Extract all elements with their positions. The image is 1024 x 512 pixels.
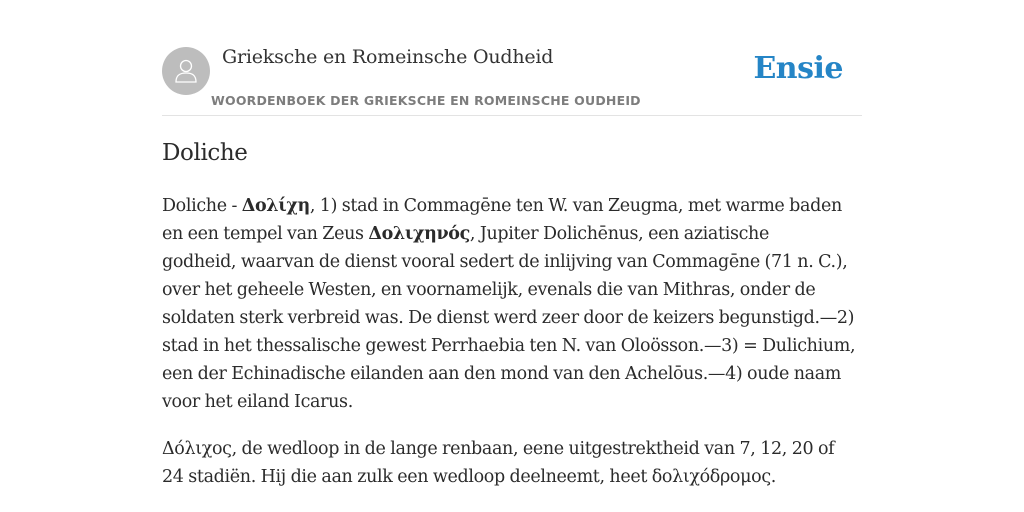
avatar[interactable] — [162, 47, 210, 95]
greek-term: Δολίχη — [241, 196, 310, 216]
user-icon — [171, 56, 201, 86]
paragraph-line: soldaten sterk verbreid was. De dienst werd zeer door de keizers begunstigd.—2) — [162, 308, 855, 328]
article-title: Doliche — [162, 140, 248, 166]
site-subtitle: WOORDENBOEK DER GRIEKSCHE EN ROMEINSCHE OUDHEID — [211, 93, 641, 108]
site-title-link[interactable]: Grieksche en Romeinsche Oudheid — [222, 46, 554, 68]
brand-logo-link[interactable]: Ensie — [753, 51, 843, 86]
paragraph-line: een der Echinadische eilanden aan den mond van den Achelōus.—4) oude naam — [162, 364, 842, 384]
article-paragraph-2 — [162, 435, 862, 491]
paragraph-line: godheid, waarvan de dienst vooral sedert de inlijving van Commagēne (71 n. C.), — [162, 252, 848, 272]
paragraph-line: over het geheele Westen, en voornamelijk, evenals die van Mithras, onder de — [162, 280, 816, 300]
paragraph-line — [162, 220, 862, 248]
page-wrapper — [162, 0, 862, 487]
article-body — [162, 192, 862, 509]
text-run: en een tempel van Zeus — [162, 224, 369, 244]
paragraph-line: Δόλιχος, de wedloop in de lange renbaan, eene uitgestrektheid van 7, 12, 20 of — [162, 439, 835, 459]
text-run: , Jupiter Dolichēnus, een aziatische — [469, 224, 769, 244]
text-run: , 1) stad in Commagēne ten W. van Zeugma, met warme baden — [309, 196, 842, 216]
paragraph-line — [162, 192, 862, 220]
text-run: Doliche - — [162, 196, 242, 216]
paragraph-line: stad in het thessalische gewest Perrhaebia ten N. van Oloösson.—3) = Dulichium, — [162, 336, 856, 356]
paragraph-line: voor het eiland Icarus. — [162, 392, 353, 412]
site-header — [162, 0, 862, 116]
greek-term: Δολιχηνός — [368, 224, 470, 244]
article-paragraph-1 — [162, 192, 862, 416]
paragraph-line: 24 stadiën. Hij die aan zulk een wedloop deelneemt, heet δολιχόδρομος. — [162, 467, 776, 487]
